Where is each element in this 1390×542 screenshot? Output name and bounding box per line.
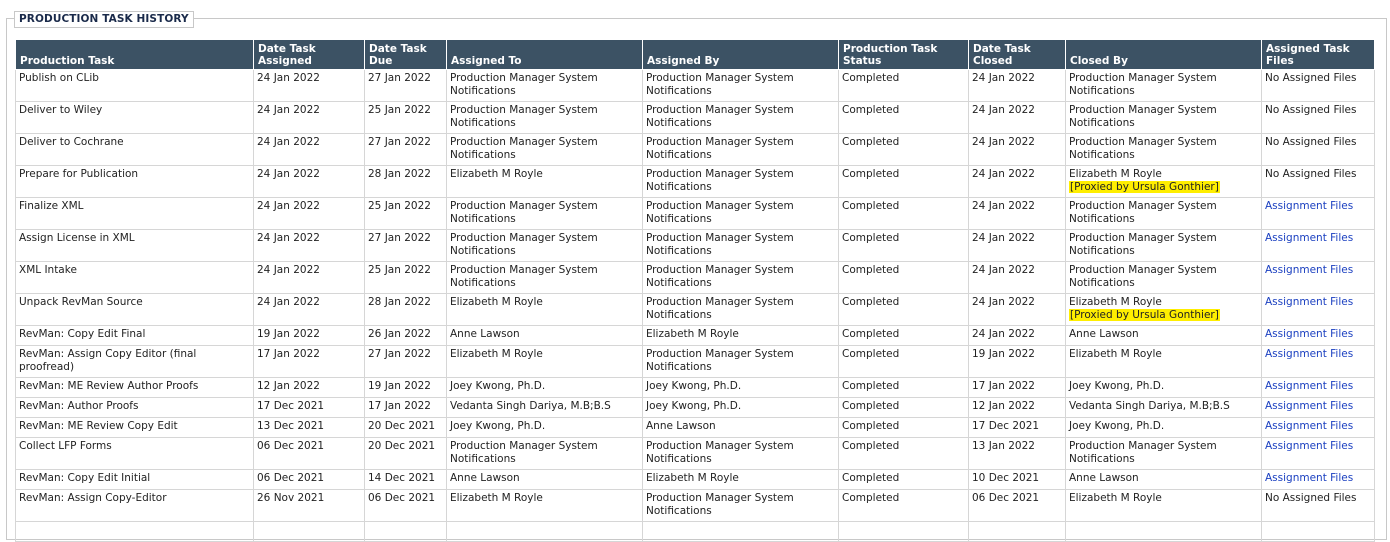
assigned-files-cell [1262,378,1375,398]
date-closed-cell: 24 Jan 2022 [969,134,1066,166]
assignment-files-link[interactable]: Assignment Files [1265,440,1354,452]
date-assigned-cell: 24 Jan 2022 [254,230,365,262]
assigned-by-cell: Elizabeth M Royle [643,470,839,490]
date-assigned-cell: 06 Dec 2021 [254,438,365,470]
date-due-cell: 19 Jan 2022 [365,378,447,398]
date-due-cell: 27 Jan 2022 [365,134,447,166]
assigned-by-cell: Production Manager System Notifications [643,490,839,522]
closed-by-cell [1066,198,1262,230]
assigned-by-cell: Elizabeth M Royle [643,326,839,346]
task-name-cell: Publish on CLib [16,70,254,102]
task-name-cell: Unpack RevMan Source [16,294,254,326]
closed-by-cell [1066,438,1262,470]
closed-by-cell [1066,230,1262,262]
date-due-cell: 06 Dec 2021 [365,490,447,522]
table-row [16,418,1375,438]
assigned-by-cell: Production Manager System Notifications [643,438,839,470]
empty-cell [643,522,839,542]
assigned-to-cell: Elizabeth M Royle [447,346,643,378]
date-closed-cell: 24 Jan 2022 [969,230,1066,262]
date-closed-cell: 24 Jan 2022 [969,294,1066,326]
assigned-files-cell [1262,490,1375,522]
closed-by-name: Anne Lawson [1069,472,1139,484]
table-row [16,438,1375,470]
empty-cell [1262,522,1375,542]
date-due-cell: 28 Jan 2022 [365,294,447,326]
date-closed-cell: 06 Dec 2021 [969,490,1066,522]
date-assigned-cell: 12 Jan 2022 [254,378,365,398]
task-status-cell: Completed [839,346,969,378]
no-assigned-files-text: No Assigned Files [1265,168,1357,180]
closed-by-name: Production Manager System Notifications [1069,440,1217,465]
empty-cell [839,522,969,542]
panel-title: PRODUCTION TASK HISTORY [14,11,194,28]
assigned-files-cell [1262,398,1375,418]
assigned-to-cell: Production Manager System Notifications [447,198,643,230]
date-assigned-cell: 24 Jan 2022 [254,102,365,134]
date-closed-cell: 24 Jan 2022 [969,102,1066,134]
table-header-row [16,40,1375,70]
table-row [16,198,1375,230]
assigned-files-cell [1262,230,1375,262]
assignment-files-link[interactable]: Assignment Files [1265,264,1354,276]
assigned-files-cell [1262,262,1375,294]
column-header-assigned-by: Assigned By [643,40,839,70]
date-due-cell: 25 Jan 2022 [365,198,447,230]
task-name-cell: RevMan: Copy Edit Final [16,326,254,346]
column-header-date-task-due: Date Task Due [365,40,447,70]
assigned-files-cell [1262,326,1375,346]
date-assigned-cell: 19 Jan 2022 [254,326,365,346]
table-row [16,490,1375,522]
proxied-by-badge: [Proxied by Ursula Gonthier] [1070,180,1219,193]
date-due-cell: 25 Jan 2022 [365,102,447,134]
table-body [16,70,1375,542]
task-name-cell: Collect LFP Forms [16,438,254,470]
date-closed-cell: 24 Jan 2022 [969,326,1066,346]
closed-by-cell [1066,166,1262,198]
table-row [16,70,1375,102]
assigned-to-cell: Elizabeth M Royle [447,166,643,198]
assigned-to-cell: Production Manager System Notifications [447,438,643,470]
task-name-cell: XML Intake [16,262,254,294]
date-assigned-cell: 26 Nov 2021 [254,490,365,522]
table-row [16,230,1375,262]
assignment-files-link[interactable]: Assignment Files [1265,472,1354,484]
assigned-by-cell: Joey Kwong, Ph.D. [643,378,839,398]
closed-by-cell [1066,134,1262,166]
assigned-to-cell: Production Manager System Notifications [447,102,643,134]
task-name-cell: Deliver to Cochrane [16,134,254,166]
closed-by-name: Elizabeth M Royle [1069,492,1162,504]
no-assigned-files-text: No Assigned Files [1265,72,1357,84]
column-header-assigned-task-files: Assigned Task Files [1262,40,1375,70]
closed-by-name: Joey Kwong, Ph.D. [1069,420,1165,432]
assigned-files-cell [1262,470,1375,490]
date-due-cell: 17 Jan 2022 [365,398,447,418]
closed-by-cell [1066,346,1262,378]
task-name-cell: RevMan: Author Proofs [16,398,254,418]
closed-by-name: Anne Lawson [1069,328,1139,340]
closed-by-name: Production Manager System Notifications [1069,200,1217,225]
task-status-cell: Completed [839,490,969,522]
assigned-to-cell: Elizabeth M Royle [447,490,643,522]
date-closed-cell: 24 Jan 2022 [969,198,1066,230]
table-row [16,470,1375,490]
assignment-files-link[interactable]: Assignment Files [1265,400,1354,412]
assigned-to-cell: Vedanta Singh Dariya, M.B;B.S [447,398,643,418]
task-status-cell: Completed [839,326,969,346]
assigned-to-cell: Joey Kwong, Ph.D. [447,378,643,398]
table-row [16,262,1375,294]
column-header-assigned-to: Assigned To [447,40,643,70]
date-assigned-cell: 24 Jan 2022 [254,134,365,166]
assignment-files-link[interactable]: Assignment Files [1265,328,1354,340]
date-due-cell: 25 Jan 2022 [365,262,447,294]
column-header-production-task: Production Task [16,40,254,70]
task-status-cell: Completed [839,378,969,398]
column-header-date-task-assigned: Date Task Assigned [254,40,365,70]
table-row [16,346,1375,378]
closed-by-cell [1066,102,1262,134]
date-closed-cell: 24 Jan 2022 [969,262,1066,294]
assigned-files-cell [1262,438,1375,470]
date-assigned-cell: 24 Jan 2022 [254,166,365,198]
production-task-table [15,39,1375,542]
date-assigned-cell: 24 Jan 2022 [254,262,365,294]
task-name-cell: Deliver to Wiley [16,102,254,134]
date-due-cell: 27 Jan 2022 [365,346,447,378]
date-closed-cell: 24 Jan 2022 [969,70,1066,102]
closed-by-name: Production Manager System Notifications [1069,264,1217,289]
no-assigned-files-text: No Assigned Files [1265,136,1357,148]
task-status-cell: Completed [839,166,969,198]
task-status-cell: Completed [839,230,969,262]
date-assigned-cell: 13 Dec 2021 [254,418,365,438]
table-row [16,102,1375,134]
task-name-cell: RevMan: Assign Copy Editor (final proofread) [16,346,254,378]
assigned-by-cell: Production Manager System Notifications [643,346,839,378]
assigned-to-cell: Elizabeth M Royle [447,294,643,326]
assigned-by-cell: Anne Lawson [643,418,839,438]
assigned-by-cell: Production Manager System Notifications [643,262,839,294]
closed-by-name: Vedanta Singh Dariya, M.B;B.S [1069,400,1230,412]
task-status-cell: Completed [839,398,969,418]
no-assigned-files-text: No Assigned Files [1265,104,1357,116]
closed-by-cell [1066,70,1262,102]
assigned-files-cell [1262,418,1375,438]
closed-by-cell [1066,470,1262,490]
closed-by-name: Elizabeth M Royle [1069,168,1162,180]
task-status-cell: Completed [839,70,969,102]
date-assigned-cell: 24 Jan 2022 [254,294,365,326]
assigned-to-cell: Anne Lawson [447,326,643,346]
closed-by-cell [1066,490,1262,522]
assignment-files-link[interactable]: Assignment Files [1265,296,1354,308]
date-closed-cell: 17 Jan 2022 [969,378,1066,398]
assigned-by-cell: Production Manager System Notifications [643,134,839,166]
closed-by-cell [1066,418,1262,438]
date-due-cell: 20 Dec 2021 [365,438,447,470]
task-name-cell: Assign License in XML [16,230,254,262]
task-status-cell: Completed [839,470,969,490]
task-status-cell: Completed [839,102,969,134]
assigned-files-cell [1262,102,1375,134]
date-closed-cell: 17 Dec 2021 [969,418,1066,438]
assignment-files-link[interactable]: Assignment Files [1265,232,1354,244]
assignment-files-link[interactable]: Assignment Files [1265,420,1354,432]
task-status-cell: Completed [839,294,969,326]
task-name-cell: RevMan: ME Review Copy Edit [16,418,254,438]
assigned-to-cell: Joey Kwong, Ph.D. [447,418,643,438]
assigned-files-cell [1262,134,1375,166]
no-assigned-files-text: No Assigned Files [1265,492,1357,504]
table-row [16,326,1375,346]
empty-cell [365,522,447,542]
assigned-files-cell [1262,198,1375,230]
assigned-by-cell: Production Manager System Notifications [643,70,839,102]
assigned-by-cell: Joey Kwong, Ph.D. [643,398,839,418]
table-row [16,166,1375,198]
closed-by-cell [1066,398,1262,418]
date-assigned-cell: 24 Jan 2022 [254,198,365,230]
task-status-cell: Completed [839,198,969,230]
column-header-closed-by: Closed By [1066,40,1262,70]
date-due-cell: 27 Jan 2022 [365,70,447,102]
assigned-by-cell: Production Manager System Notifications [643,166,839,198]
date-due-cell: 28 Jan 2022 [365,166,447,198]
task-status-cell: Completed [839,418,969,438]
closed-by-name: Production Manager System Notifications [1069,232,1217,257]
empty-cell [16,522,254,542]
assigned-by-cell: Production Manager System Notifications [643,198,839,230]
assignment-files-link[interactable]: Assignment Files [1265,380,1354,392]
table-row [16,522,1375,542]
closed-by-cell [1066,262,1262,294]
task-name-cell: Prepare for Publication [16,166,254,198]
closed-by-name: Elizabeth M Royle [1069,296,1162,308]
assigned-to-cell: Production Manager System Notifications [447,134,643,166]
closed-by-name: Production Manager System Notifications [1069,72,1217,97]
date-assigned-cell: 06 Dec 2021 [254,470,365,490]
empty-cell [969,522,1066,542]
assigned-files-cell [1262,346,1375,378]
assigned-files-cell [1262,166,1375,198]
assigned-by-cell: Production Manager System Notifications [643,230,839,262]
assignment-files-link[interactable]: Assignment Files [1265,200,1354,212]
date-assigned-cell: 24 Jan 2022 [254,70,365,102]
assigned-files-cell [1262,294,1375,326]
date-closed-cell: 13 Jan 2022 [969,438,1066,470]
assigned-to-cell: Production Manager System Notifications [447,230,643,262]
table-row [16,378,1375,398]
date-due-cell: 26 Jan 2022 [365,326,447,346]
date-closed-cell: 19 Jan 2022 [969,346,1066,378]
closed-by-name: Production Manager System Notifications [1069,136,1217,161]
date-due-cell: 20 Dec 2021 [365,418,447,438]
closed-by-name: Joey Kwong, Ph.D. [1069,380,1165,392]
date-due-cell: 27 Jan 2022 [365,230,447,262]
task-status-cell: Completed [839,262,969,294]
closed-by-name: Elizabeth M Royle [1069,348,1162,360]
task-status-cell: Completed [839,438,969,470]
assigned-by-cell: Production Manager System Notifications [643,102,839,134]
assigned-to-cell: Production Manager System Notifications [447,70,643,102]
assigned-to-cell: Production Manager System Notifications [447,262,643,294]
assigned-to-cell: Anne Lawson [447,470,643,490]
empty-cell [1066,522,1262,542]
task-status-cell: Completed [839,134,969,166]
assignment-files-link[interactable]: Assignment Files [1265,348,1354,360]
date-due-cell: 14 Dec 2021 [365,470,447,490]
table-row [16,134,1375,166]
closed-by-name: Production Manager System Notifications [1069,104,1217,129]
assigned-files-cell [1262,70,1375,102]
table-row [16,294,1375,326]
closed-by-cell [1066,378,1262,398]
date-closed-cell: 24 Jan 2022 [969,166,1066,198]
proxied-by-badge: [Proxied by Ursula Gonthier] [1070,308,1219,321]
task-name-cell: RevMan: Copy Edit Initial [16,470,254,490]
empty-cell [447,522,643,542]
task-name-cell: RevMan: Assign Copy-Editor [16,490,254,522]
column-header-date-task-closed: Date Task Closed [969,40,1066,70]
table-row [16,398,1375,418]
assigned-by-cell: Production Manager System Notifications [643,294,839,326]
empty-cell [254,522,365,542]
date-assigned-cell: 17 Jan 2022 [254,346,365,378]
date-closed-cell: 10 Dec 2021 [969,470,1066,490]
date-closed-cell: 12 Jan 2022 [969,398,1066,418]
closed-by-cell [1066,326,1262,346]
column-header-production-task-status: Production Task Status [839,40,969,70]
closed-by-cell [1066,294,1262,326]
task-name-cell: RevMan: ME Review Author Proofs [16,378,254,398]
task-name-cell: Finalize XML [16,198,254,230]
date-assigned-cell: 17 Dec 2021 [254,398,365,418]
